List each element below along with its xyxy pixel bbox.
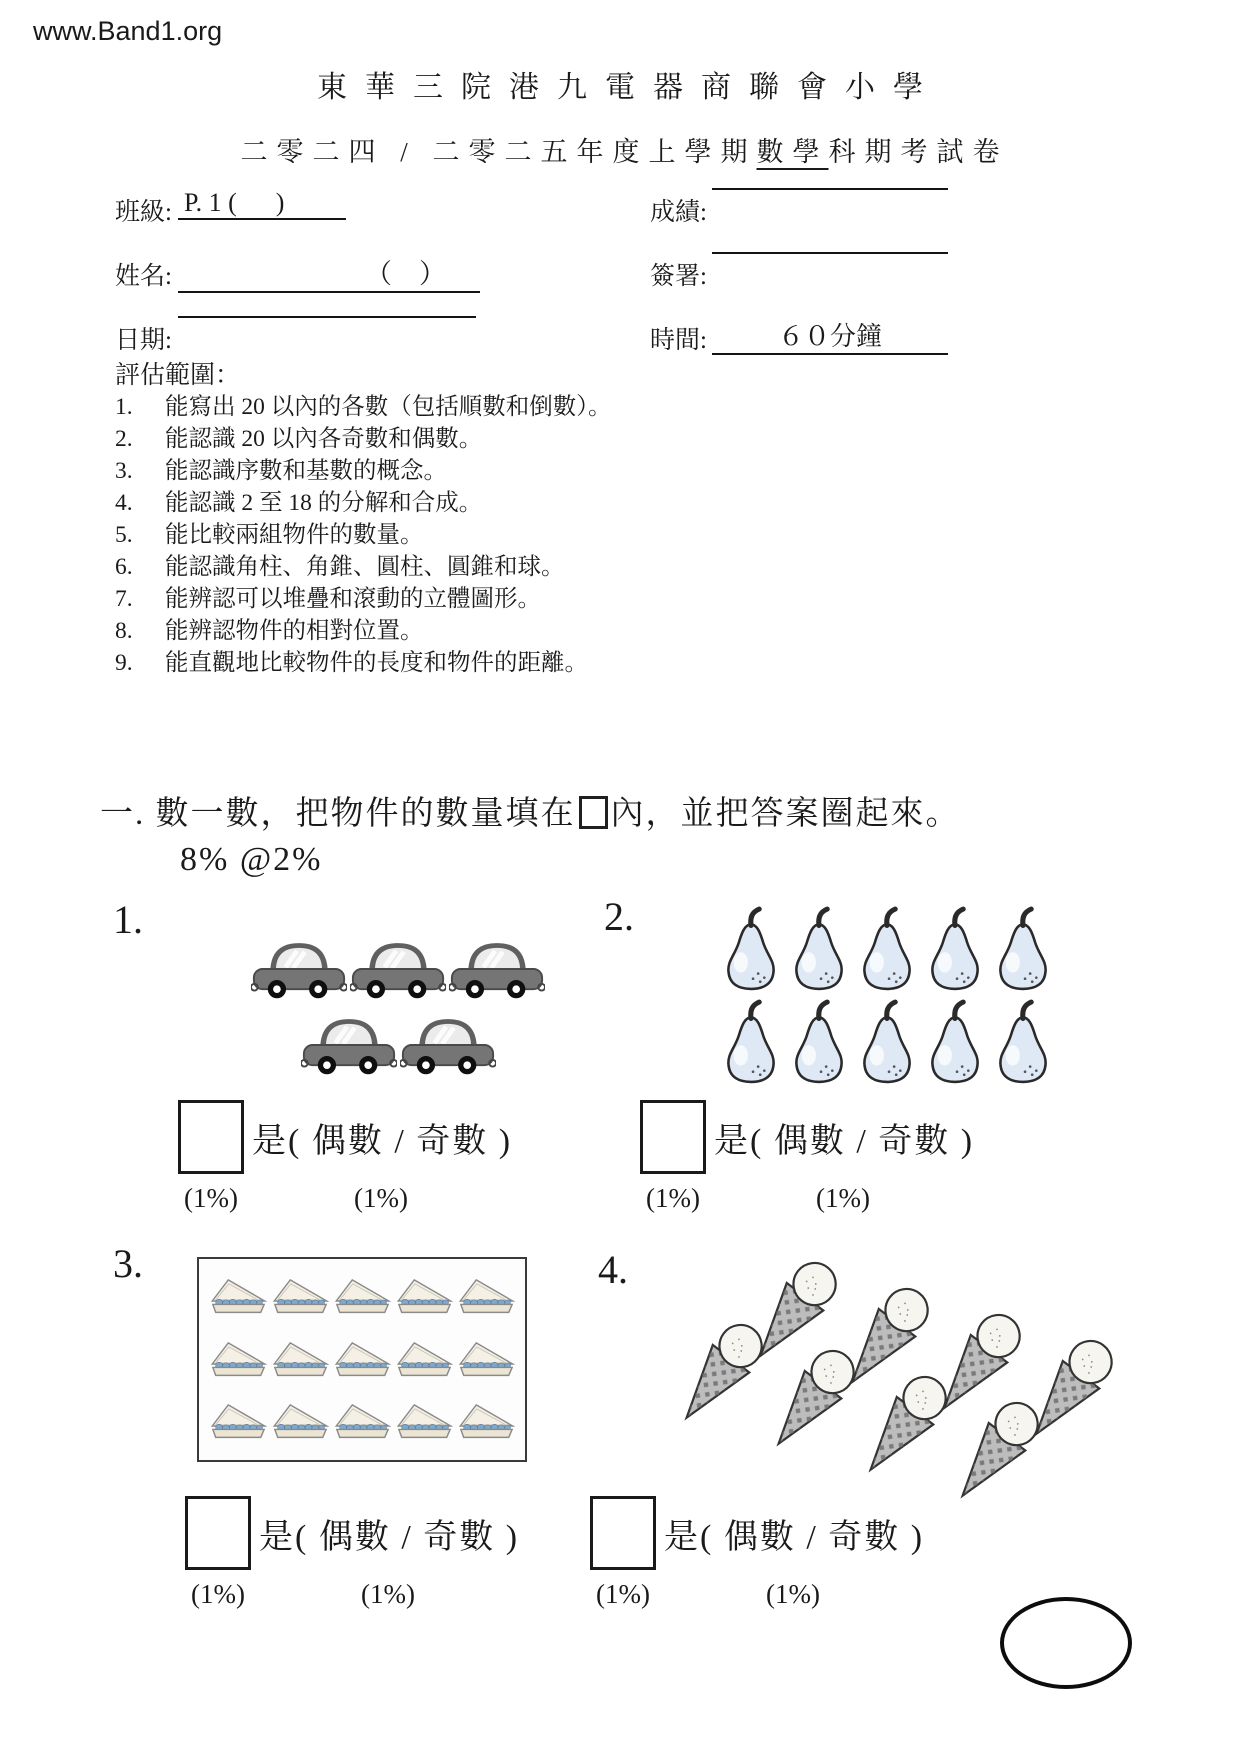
time-label: 時間:	[650, 327, 707, 354]
class-label: 班級:	[115, 199, 172, 226]
car-icon	[400, 1014, 496, 1076]
question-2-answer	[640, 1100, 1070, 1214]
mark-label: (1%)	[596, 1579, 650, 1609]
scope-item-text: 能辨認物件的相對位置。	[165, 618, 424, 644]
score-field[interactable]	[712, 188, 948, 190]
exam-title-pre: 二零二四 / 二零二五年度上學期	[240, 137, 757, 167]
question-2-choice[interactable]: 是( 偶數 / 奇數 )	[714, 1122, 975, 1160]
scope-item	[115, 423, 1115, 455]
pear-row	[718, 906, 1064, 992]
sandwich-icon	[458, 1400, 515, 1444]
pear-icon	[990, 906, 1056, 992]
scope-item-number: 9.	[115, 650, 133, 676]
scope-item	[115, 647, 1115, 679]
section-heading	[100, 787, 1180, 834]
pear-icon	[786, 999, 852, 1085]
section-text-before: 數一數，把物件的數量填在	[155, 796, 576, 832]
question-4-choice[interactable]: 是( 偶數 / 奇數 )	[664, 1518, 925, 1556]
question-4-answer-box[interactable]	[590, 1496, 656, 1570]
scope-item-number: 3.	[115, 458, 133, 484]
question-2-answer-box[interactable]	[640, 1100, 706, 1174]
sandwich-row	[213, 1400, 511, 1444]
date-label: 日期:	[115, 327, 172, 354]
scope-item-number: 7.	[115, 586, 133, 612]
scope-item	[115, 487, 1115, 519]
mark-label: (1%)	[815, 1183, 870, 1213]
sandwich-icon	[396, 1400, 453, 1444]
icecream-icon	[966, 1396, 1058, 1512]
signature-label: 簽署:	[650, 263, 707, 290]
mark-label: (1%)	[646, 1183, 700, 1213]
sandwich-icon	[272, 1338, 329, 1382]
question-2-pears-picture	[718, 906, 1064, 1085]
pear-icon	[854, 999, 920, 1085]
time-field: ６０分鐘	[712, 316, 948, 355]
question-3-answer	[185, 1496, 615, 1610]
car-row	[248, 1014, 548, 1076]
question-3-sandwiches-picture	[197, 1257, 527, 1462]
scope-item-text: 能認識序數和基數的概念。	[165, 458, 447, 484]
scope-item-number: 2.	[115, 426, 133, 452]
page-number-circle[interactable]	[1000, 1597, 1132, 1689]
scope-item	[115, 615, 1115, 647]
exam-title-post: 科期考試卷	[828, 137, 1009, 167]
scope-item-number: 4.	[115, 490, 133, 516]
car-icon	[301, 1014, 397, 1076]
mark-label: (1%)	[353, 1183, 408, 1213]
score-label: 成績:	[650, 199, 707, 226]
sandwich-icon	[272, 1400, 329, 1444]
section-number: 一.	[100, 796, 146, 832]
question-1-answer-box[interactable]	[178, 1100, 244, 1174]
pear-icon	[922, 999, 988, 1085]
sandwich-icon	[458, 1338, 515, 1382]
exam-subject-underlined: 數學	[756, 137, 829, 167]
question-1-number: 1.	[113, 897, 143, 942]
sandwich-icon	[334, 1400, 391, 1444]
question-4-number: 4.	[598, 1247, 628, 1292]
scope-item	[115, 391, 1115, 423]
icecream-row	[690, 1318, 1058, 1512]
scope-item	[115, 455, 1115, 487]
pear-icon	[922, 906, 988, 992]
scope-item-number: 5.	[115, 522, 133, 548]
sandwich-row	[213, 1338, 511, 1382]
mark-label: (1%)	[191, 1579, 245, 1609]
question-3-number: 3.	[113, 1241, 143, 1286]
date-field[interactable]	[178, 316, 476, 318]
pear-icon	[718, 999, 784, 1085]
mark-label: (1%)	[360, 1579, 415, 1609]
sandwich-icon	[210, 1338, 267, 1382]
sandwich-icon	[334, 1338, 391, 1382]
sandwich-icon	[334, 1275, 391, 1319]
sandwich-row	[213, 1275, 511, 1319]
name-paren: （ ）	[365, 259, 446, 289]
scope-item-text: 能認識 2 至 18 的分解和合成。	[165, 490, 483, 516]
pear-icon	[786, 906, 852, 992]
name-label: 姓名:	[115, 263, 172, 290]
sandwich-icon	[210, 1400, 267, 1444]
sandwich-icon	[396, 1275, 453, 1319]
answer-box-glyph	[579, 796, 608, 829]
scope-item-text: 能辨認可以堆疊和滾動的立體圖形。	[165, 586, 541, 612]
question-4-icecreams-picture	[690, 1256, 1140, 1511]
sandwich-icon	[272, 1275, 329, 1319]
pear-row	[718, 999, 1064, 1085]
question-4-answer	[590, 1496, 1020, 1610]
question-1-cars-picture	[248, 938, 548, 1076]
scope-item-number: 6.	[115, 554, 133, 580]
scope-item	[115, 519, 1115, 551]
car-row	[248, 938, 548, 1000]
scope-item-text: 能直觀地比較物件的長度和物件的距離。	[165, 650, 588, 676]
scope-item-text: 能寫出 20 以內的各數（包括順數和倒數）。	[165, 394, 612, 420]
site-url: www.Band1.org	[33, 16, 223, 46]
mark-label: (1%)	[765, 1579, 820, 1609]
class-field[interactable]: P. 1 ( )	[178, 188, 346, 220]
question-3-answer-box[interactable]	[185, 1496, 251, 1570]
scope-item-number: 1.	[115, 394, 133, 420]
car-icon	[251, 938, 347, 1000]
sandwich-icon	[396, 1338, 453, 1382]
name-field[interactable]	[178, 252, 480, 293]
signature-field[interactable]	[712, 252, 948, 254]
section-marks: 8% @2%	[180, 841, 323, 878]
scope-item-text: 能認識 20 以內各奇數和偶數。	[165, 426, 483, 452]
section-text-after: 內，並把答案圈起來。	[610, 796, 961, 832]
pear-icon	[990, 999, 1056, 1085]
pear-icon	[854, 906, 920, 992]
car-icon	[449, 938, 545, 1000]
scope-item-text: 能認識角柱、角錐、圓柱、圓錐和球。	[165, 554, 565, 580]
exam-title	[0, 130, 1240, 169]
sandwich-icon	[210, 1275, 267, 1319]
car-icon	[350, 938, 446, 1000]
pear-icon	[718, 906, 784, 992]
scope-item	[115, 551, 1115, 583]
question-2-number: 2.	[604, 894, 634, 939]
question-1-choice[interactable]: 是( 偶數 / 奇數 )	[252, 1122, 513, 1160]
question-1-answer	[178, 1100, 608, 1214]
school-name: 東華三院港九電器商聯會小學	[317, 71, 941, 104]
scope-list	[115, 391, 1115, 679]
mark-label: (1%)	[184, 1183, 238, 1213]
question-3-choice[interactable]: 是( 偶數 / 奇數 )	[259, 1518, 520, 1556]
scope-title: 評估範圍：	[115, 362, 241, 389]
scope-item	[115, 583, 1115, 615]
sandwich-icon	[458, 1275, 515, 1319]
scope-item-number: 8.	[115, 618, 133, 644]
scope-item-text: 能比較兩組物件的數量。	[165, 522, 424, 548]
